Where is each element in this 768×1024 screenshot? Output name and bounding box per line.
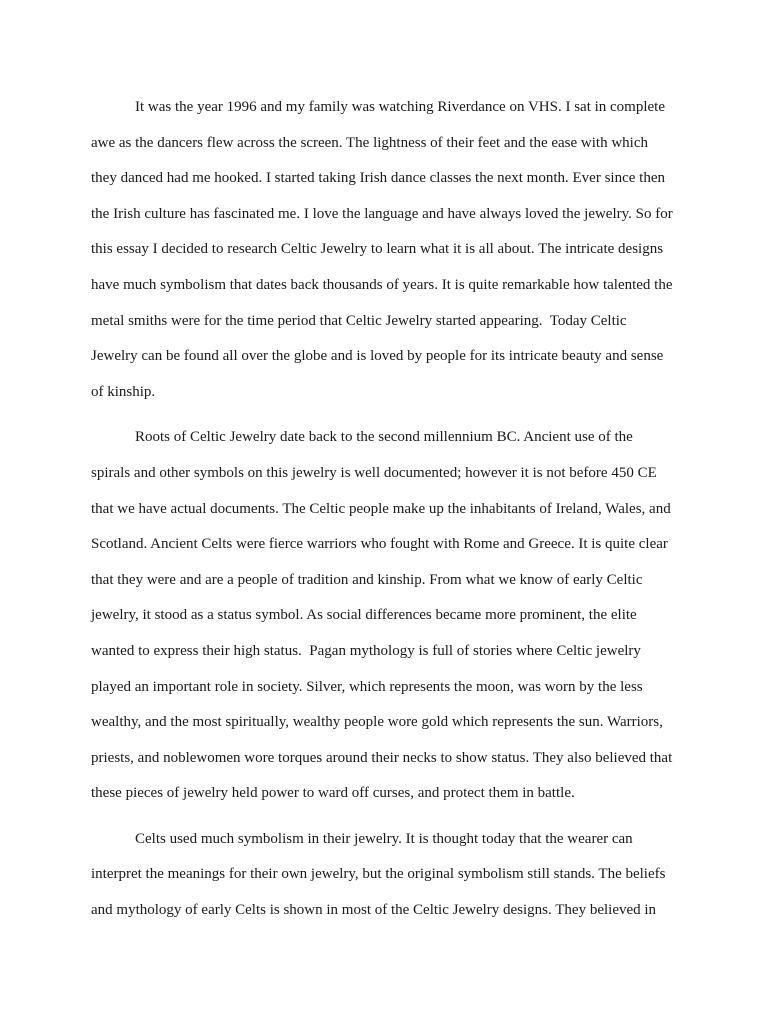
text-line: of kinship.	[91, 383, 156, 400]
text-line: It was the year 1996 and my family was watching Riverdance on VHS. I sat in complete	[135, 99, 666, 115]
paragraph-roots	[91, 420, 686, 812]
paragraph-intro	[91, 90, 686, 410]
paragraph-symbolism	[91, 822, 686, 929]
text-line: played an important role in society. Silver, which represents the moon, was worn by the less	[91, 678, 643, 695]
text-line: Celts used much symbolism in their jewelry. It is thought today that the wearer can	[135, 830, 633, 847]
text-line: wealthy, and the most spiritually, wealthy people wore gold which represents the sun. Warriors,	[91, 714, 663, 731]
text-line: wanted to express their high status. Pagan mythology is full of stories where Celtic jewelry	[91, 642, 641, 659]
text-line: they danced had me hooked. I started taking Irish dance classes the next month. Ever since then	[91, 170, 665, 187]
text-line: metal smiths were for the time period that Celtic Jewelry started appearing. Today Celtic	[91, 312, 627, 329]
text-line: Roots of Celtic Jewelry date back to the second millennium BC. Ancient use of the	[135, 429, 633, 446]
text-line: Jewelry can be found all over the globe and is loved by people for its intricate beauty and sense	[91, 348, 664, 365]
text-line: and mythology of early Celts is shown in most of the Celtic Jewelry designs. They believed in	[91, 902, 657, 919]
text-line: the Irish culture has fascinated me. I love the language and have always loved the jewelry. So for	[91, 205, 673, 222]
text-line: awe as the dancers flew across the screen. The lightness of their feet and the ease with which	[91, 134, 649, 151]
text-line: these pieces of jewelry held power to ward off curses, and protect them in battle.	[91, 785, 575, 802]
text-line: that they were and are a people of tradition and kinship. From what we know of early Celtic	[91, 571, 643, 588]
text-line: jewelry, it stood as a status symbol. As social differences became more prominent, the elite	[91, 607, 637, 624]
text-line: spirals and other symbols on this jewelry is well documented; however it is not before 450 CE	[91, 464, 657, 481]
text-line: Scotland. Ancient Celts were fierce warriors who fought with Rome and Greece. It is quite clear	[91, 536, 668, 553]
text-line: have much symbolism that dates back thousands of years. It is quite remarkable how talented the	[91, 276, 673, 293]
text-line: this essay I decided to research Celtic Jewelry to learn what it is all about. The intricate designs	[91, 241, 664, 258]
document-body	[91, 90, 686, 939]
text-line: priests, and noblewomen wore torques around their necks to show status. They also believed that	[91, 749, 673, 766]
text-line: interpret the meanings for their own jewelry, but the original symbolism still stands. The beliefs	[91, 866, 666, 883]
text-line: that we have actual documents. The Celtic people make up the inhabitants of Ireland, Wales, and	[91, 500, 671, 517]
